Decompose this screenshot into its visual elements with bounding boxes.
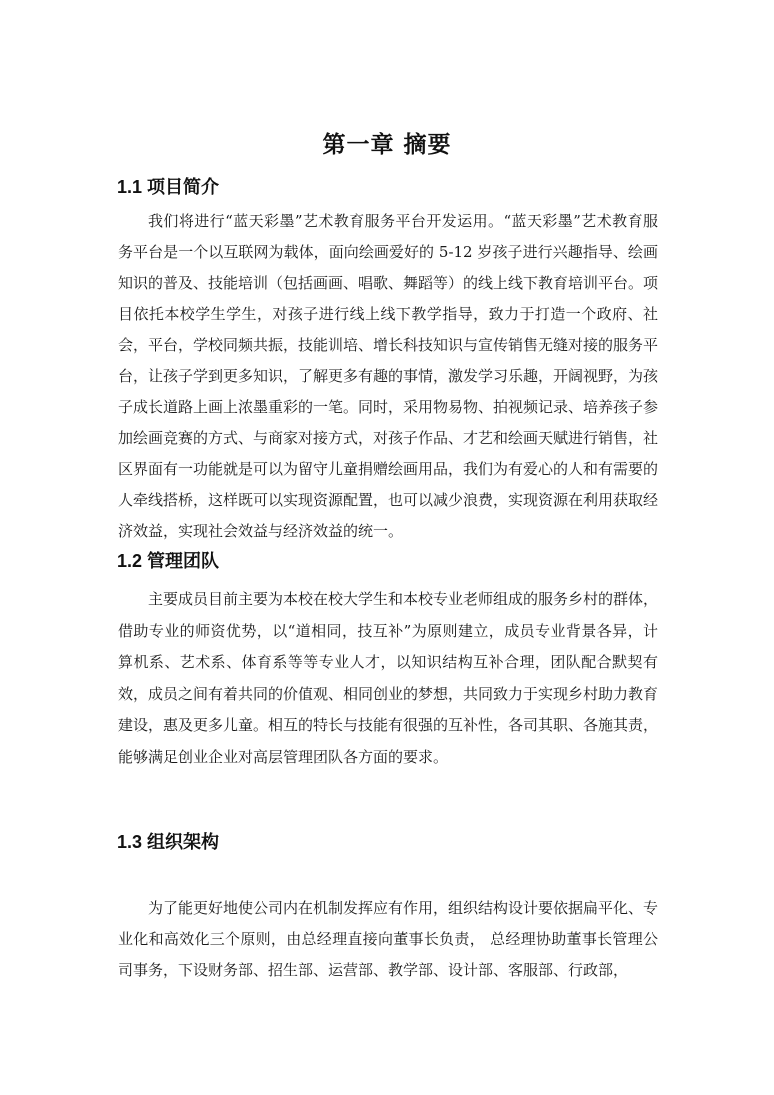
paragraph-management-team: 主要成员目前主要为本校在校大学生和本校专业老师组成的服务乡村的群体，借助专业的师资优势，以“道相同，技互补”为原则建立，成员专业背景各异，计算机系、艺术系、体育系等等专业人才，以知识结构互补合理，团队配合默契有效，成员之间有着共同的价值观、相同创业的梦想，共同致力于实现乡村助力教育建设，惠及更多儿童。相互的特长与技能有很强的互补性，各司其职、各施其责，能够满足创业企业对高层管理团队各方面的要求。: [118, 590, 659, 766]
section-heading-org-structure: 1.3 组织架构: [117, 832, 220, 852]
section-heading-management-team: 1.2 管理团队: [117, 551, 220, 571]
paragraph-project-intro: 我们将进行“蓝天彩墨”艺术教育服务平台开发运用。“蓝天彩墨”艺术教育服务平台是一个以互联网为载体，面向绘画爱好的 5-12 岁孩子进行兴趣指导、绘画知识的普及、技能培训（包括画画、唱歌、舞蹈等）的线上线下教育培训平台。项目依托本校学生学生，对孩子进行线上线下教学指导，致力于打造一个政府、社会，平台，学校同频共振，技能训培、增长科技知识与宣传销售无缝对接的服务平台，让孩子学到更多知识，了解更多有趣的事情，激发学习乐趣，开阔视野，为孩子成长道路上画上浓墨重彩的一笔。同时，采用物易物、拍视频记录、培养孩子参加绘画竞赛的方式、与商家对接方式，对孩子作品、才艺和绘画天赋进行销售，社区界面有一功能就是可以为留守儿童捐赠绘画用品，我们为有爱心的人和有需要的人牵线搭桥，这样既可以实现资源配置，也可以减少浪费，实现资源在利用获取经济效益，实现社会效益与经济效益的统一。: [118, 212, 659, 540]
section-heading-project-intro: 1.1 项目简介: [117, 177, 220, 197]
chapter-title: 第一章 摘要: [322, 132, 452, 158]
paragraph-org-structure: 为了能更好地使公司内在机制发挥应有作用，组织结构设计要依据扁平化、专业化和高效化三个原则，由总经理直接向董事长负责， 总经理协助董事长管理公司事务，下设财务部、招生部、运营部、教学部、设计部、客服部、行政部，: [118, 899, 659, 979]
